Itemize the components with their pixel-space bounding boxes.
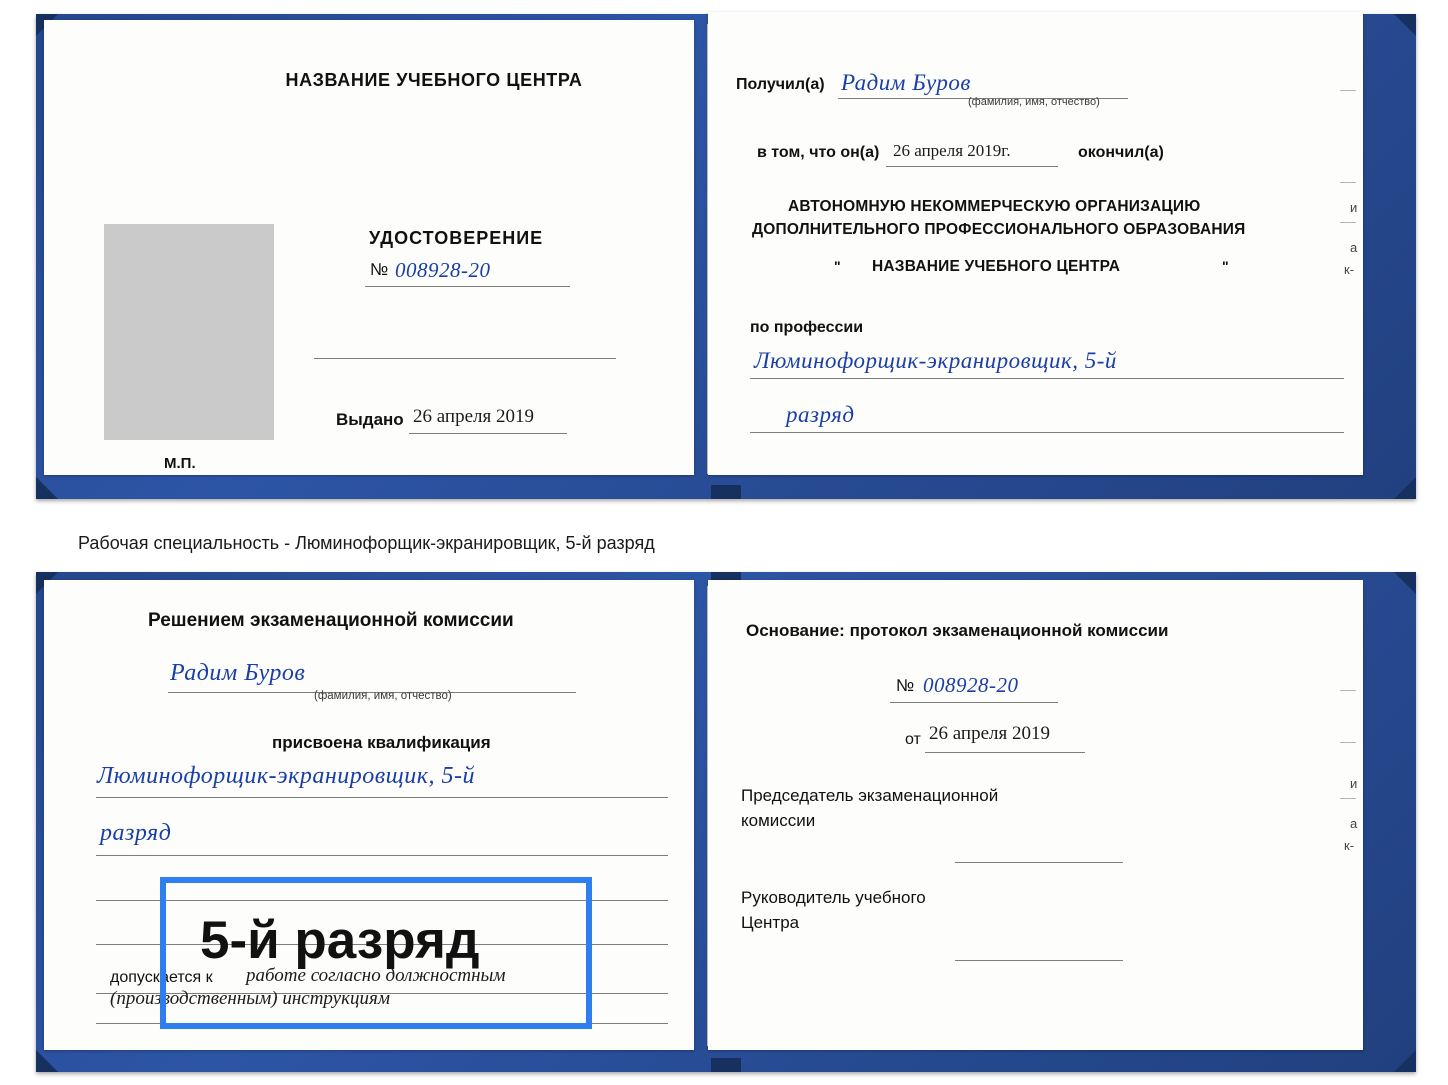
basis-label: Основание: протокол экзаменационной комиссии — [746, 621, 1169, 640]
edge-rule-b — [1340, 222, 1356, 223]
edge-rule-d — [1340, 742, 1356, 743]
profession-rule-2 — [750, 432, 1344, 433]
chairman-line-2: комиссии — [741, 811, 816, 830]
finished-label: окончил(а) — [1078, 144, 1164, 161]
allowed-label: допускается к — [110, 969, 213, 986]
fio-hint-top: (фамилия, имя, отчество) — [968, 96, 1100, 108]
qualification-line1: Люминофорщик-экранировщик, 5-й — [97, 763, 476, 789]
qualification-rule-1 — [96, 797, 668, 798]
edge-mark-bottom-1: а — [1350, 816, 1358, 831]
that-he-label: в том, что он(а) — [757, 144, 880, 161]
cover-fold-bottom-right-icon — [1394, 477, 1416, 499]
received-name: Радим Буров — [841, 70, 971, 95]
profession-label: по профессии — [750, 319, 864, 336]
org-line-1: АВТОНОМНУЮ НЕКОММЕРЧЕСКУЮ ОРГАНИЗАЦИЮ — [788, 198, 1201, 215]
top-left-title: УДОСТОВЕРЕНИЕ — [369, 228, 544, 248]
photo-placeholder — [104, 224, 274, 440]
top-spine-line — [707, 24, 708, 474]
head-line-1: Руководитель учебного — [741, 888, 926, 907]
edge-mark-bottom-2: к- — [1344, 838, 1355, 853]
issued-date: 26 апреля 2019 — [413, 406, 535, 427]
blank-rule-top — [314, 358, 616, 359]
certificate-number-top: 008928-20 — [395, 258, 491, 282]
number-rule-top — [365, 286, 570, 287]
profession-value-line2: разряд — [786, 402, 855, 427]
spine-notch-bottom-book-bottom-icon — [711, 1058, 741, 1072]
qualification-line2: разряд — [100, 820, 172, 846]
assigned-label: присвоена квалификация — [272, 733, 491, 752]
number-symbol-bottom: № — [896, 676, 915, 695]
org-quote-open: " — [834, 258, 841, 274]
edge-mark-top-2: к- — [1344, 262, 1355, 277]
issued-rule — [409, 433, 567, 434]
edge-rule-c — [1340, 90, 1356, 91]
profession-value-line1: Люминофорщик-экранировщик, 5-й — [754, 348, 1117, 373]
image-caption: Рабочая специальность - Люминофорщик-экранировщик, 5-й разряд — [78, 533, 655, 553]
cover-fold-bottom-book-bottom-left-icon — [36, 1050, 58, 1072]
stamp-label: М.П. — [164, 455, 196, 472]
top-left-center-name: НАЗВАНИЕ УЧЕБНОГО ЦЕНТРА — [285, 70, 583, 90]
protocol-date-rule — [925, 752, 1085, 753]
protocol-number: 008928-20 — [923, 673, 1019, 697]
org-quote-close: " — [1222, 258, 1229, 274]
protocol-number-rule — [890, 702, 1058, 703]
head-signature-rule — [955, 960, 1123, 961]
profession-rule-1 — [750, 378, 1344, 379]
head-line-2: Центра — [741, 913, 800, 932]
from-label: от — [905, 731, 921, 748]
decision-name: Радим Буров — [170, 660, 306, 686]
qualification-rule-2 — [96, 855, 668, 856]
chairman-signature-rule — [955, 862, 1123, 863]
allowed-value-line1: работе согласно должностным — [246, 965, 506, 986]
allowed-value-line2: (производственным) инструкциям — [110, 988, 390, 1009]
edge-rule-a — [1340, 182, 1356, 183]
org-line-3: НАЗВАНИЕ УЧЕБНОГО ЦЕНТРА — [872, 258, 1121, 275]
number-symbol-top: № — [370, 260, 389, 279]
edge-mark-top-1: а — [1350, 240, 1358, 255]
bottom-spine-line — [707, 586, 708, 1046]
highlight-label: 5-й разряд — [200, 911, 480, 970]
received-label: Получил(а) — [736, 76, 825, 93]
decision-title: Решением экзаменационной комиссии — [148, 610, 514, 631]
edge-mark-bottom-0: и — [1350, 776, 1358, 791]
org-line-2: ДОПОЛНИТЕЛЬНОГО ПРОФЕССИОНАЛЬНОГО ОБРАЗОВАНИЯ — [752, 221, 1246, 238]
edge-rule-f — [1340, 690, 1356, 691]
cover-fold-bottom-book-top-right-icon — [1394, 572, 1416, 594]
cover-fold-top-right-icon — [1394, 14, 1416, 36]
spine-notch-bottom-icon — [711, 485, 741, 499]
edge-mark-top-0: и — [1350, 200, 1358, 215]
chairman-line-1: Председатель экзаменационной — [741, 786, 999, 805]
fio-hint-bottom: (фамилия, имя, отчество) — [314, 690, 452, 702]
cover-fold-bottom-left-icon — [36, 477, 58, 499]
issued-label: Выдано — [336, 410, 404, 429]
finish-date: 26 апреля 2019г. — [893, 141, 1011, 160]
protocol-date: 26 апреля 2019 — [929, 723, 1051, 744]
finish-date-rule — [886, 166, 1058, 167]
cover-fold-bottom-book-bottom-right-icon — [1394, 1050, 1416, 1072]
edge-rule-e — [1340, 798, 1356, 799]
